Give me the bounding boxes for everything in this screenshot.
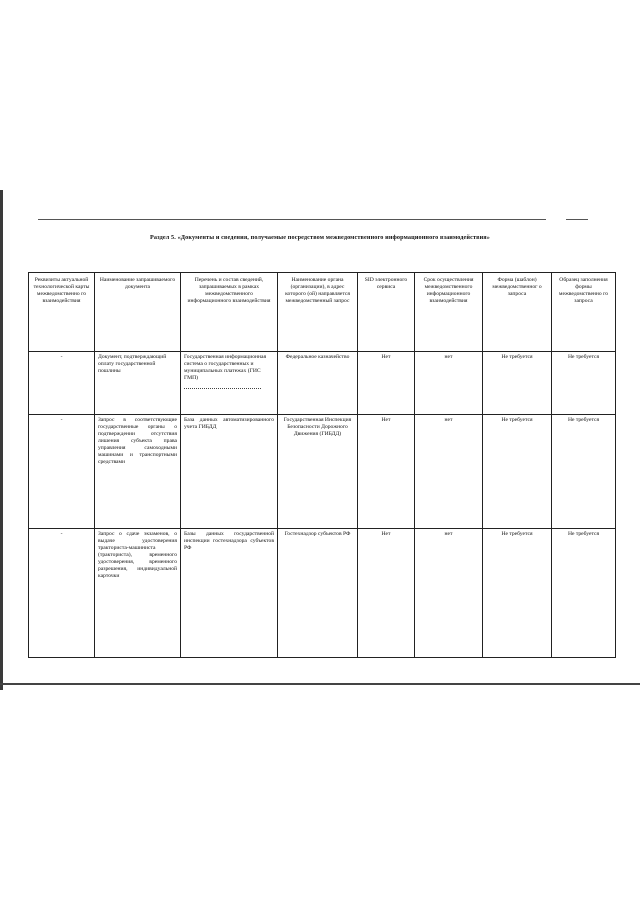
table-row (29, 415, 616, 529)
header-cell: Форма (шаблон) межведомственног о запроса (483, 273, 552, 352)
header-cell: Наименование запрашиваемого документа (95, 273, 181, 352)
table-cell: - (29, 352, 95, 415)
table-cell: нет (415, 529, 483, 658)
table-cell: - (29, 529, 95, 658)
header-cell: Срок осуществления межведомственного информационного взаимодействия (415, 273, 483, 352)
table-cell: База данных автоматизированного учета ГИБДД (181, 415, 278, 529)
header-cell: Реквизиты актуальной технологической карты межведомственно го взаимодействия (29, 273, 95, 352)
table-cell: Не требуется (483, 529, 552, 658)
table-cell: Федеральное казначейство (278, 352, 358, 415)
table-cell: Не требуется (483, 352, 552, 415)
table-cell: нет (415, 352, 483, 415)
header-cell: Перечень и состав сведений, запрашиваемых в рамках межведомственного информационного взаимодействия (181, 273, 278, 352)
header-cell: SID электронного сервиса (358, 273, 415, 352)
table-cell: Нет (358, 352, 415, 415)
table-row (29, 529, 616, 658)
table-row (29, 352, 616, 415)
table-cell: Не требуется (552, 352, 616, 415)
table-cell: Базы данных государственной инспекции гостехнадзора субъектов РФ (181, 529, 278, 658)
documents-table (28, 272, 616, 658)
table-cell: Документ, подтверждающий оплату государственной пошлины (95, 352, 181, 415)
bottom-rule (0, 683, 640, 685)
header-cell: Наименование органа (организации), в адрес которого (ой) направляется межведомственный запрос (278, 273, 358, 352)
scan-page-edge (0, 190, 3, 690)
table-cell: - (29, 415, 95, 529)
table-cell: Не требуется (483, 415, 552, 529)
table-header-row (29, 273, 616, 352)
table-cell: Гостехнадзор субъектов РФ (278, 529, 358, 658)
table-cell: Нет (358, 415, 415, 529)
table-cell: Запрос о сдаче экзаменов, о выдаче удостоверения тракториста-машиниста (тракториста), временного удостоверения, временного разрешения, индивидуальной карточки (95, 529, 181, 658)
table-cell (181, 352, 278, 415)
table-cell: Государственная Инспекция Безопасности Дорожного Движения (ГИБДД) (278, 415, 358, 529)
table-cell: Не требуется (552, 529, 616, 658)
cell-text: Государственная информационная система о государственных и муниципальных платежах (ГИС ГМП) (184, 354, 267, 381)
table-cell: Не требуется (552, 415, 616, 529)
table-cell: Запрос в соответствующие государственные органы о подтверждении отсутствия лишения субъекта права управления самоходными машинами и транспортными средствами (95, 415, 181, 529)
header-rule (38, 219, 546, 220)
table-cell: нет (415, 415, 483, 529)
header-cell: Образец заполнения формы межведомственно го запроса (552, 273, 616, 352)
table-cell: Нет (358, 529, 415, 658)
header-rule-short (566, 219, 588, 220)
dotted-underline (184, 388, 261, 390)
section-title: Раздел 5. «Документы и сведения, получаемые посредством межведомственного информационного взаимодействия» (150, 234, 490, 241)
